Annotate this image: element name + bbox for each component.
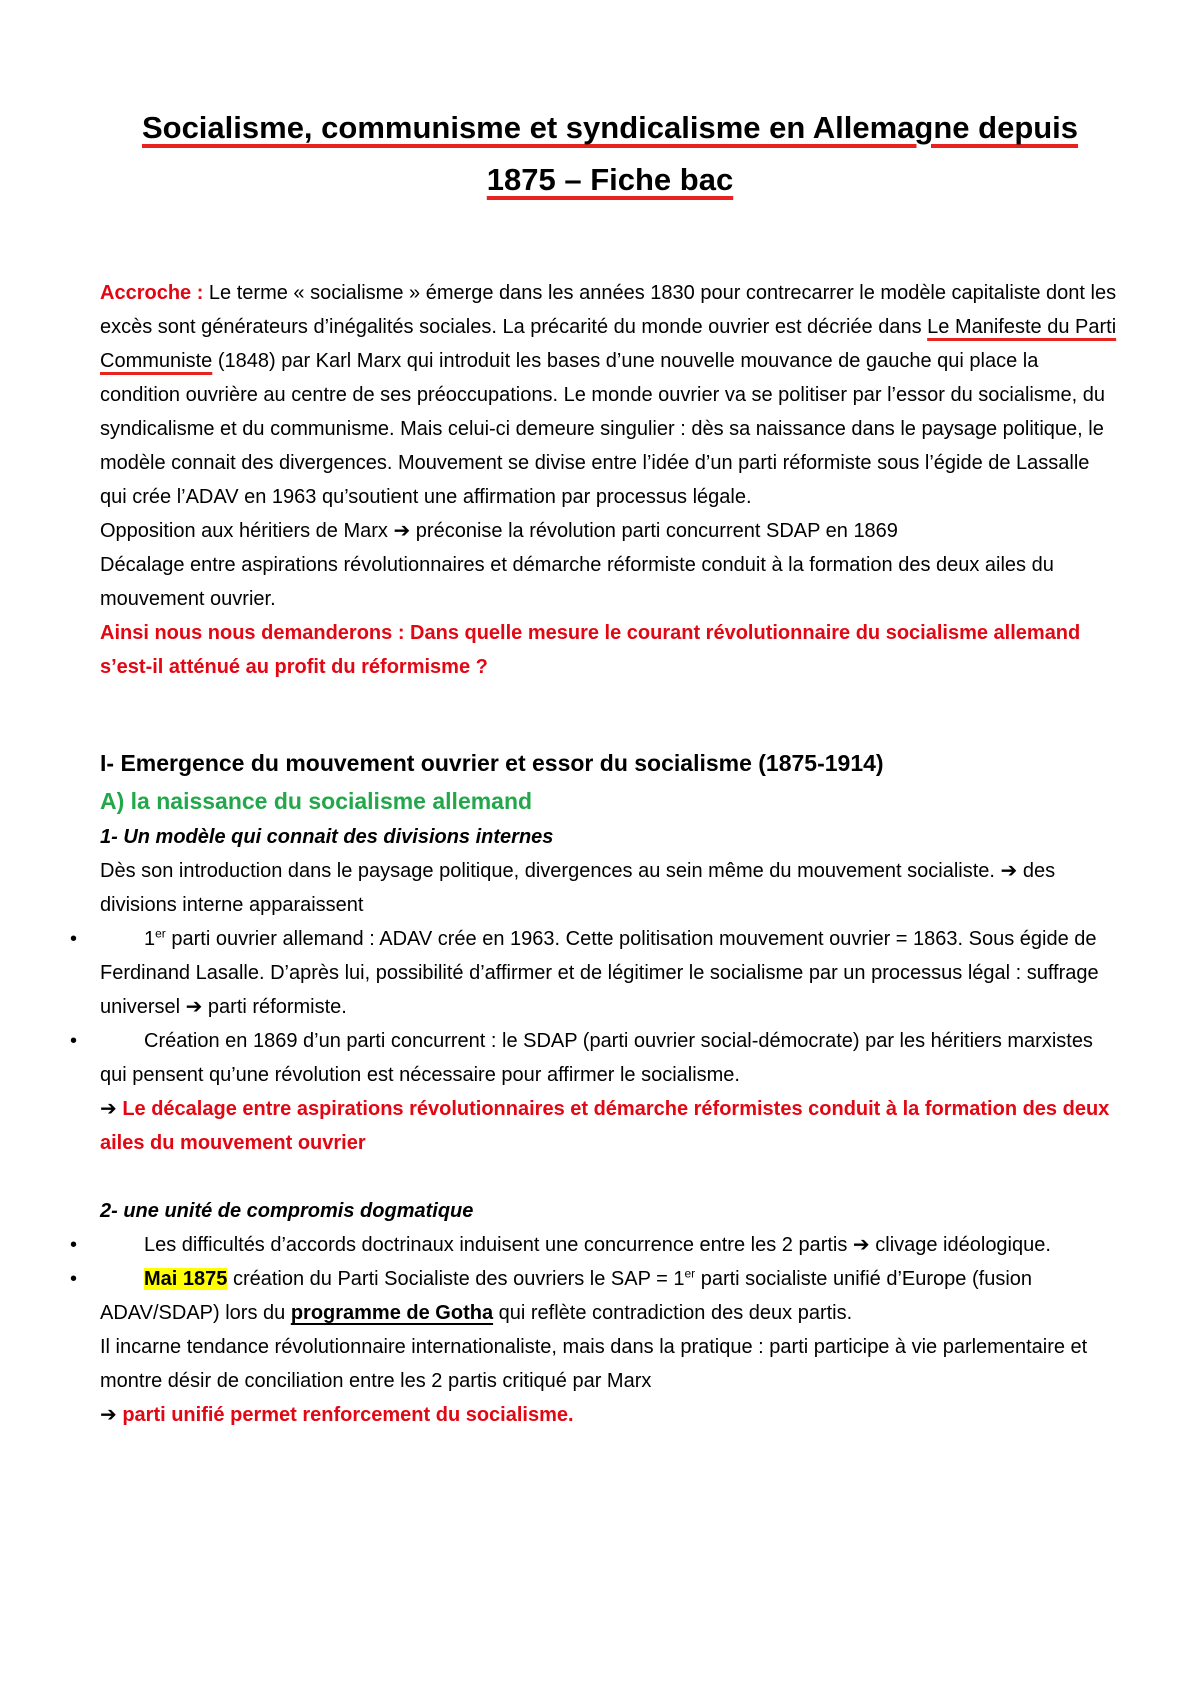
bullet-icon: • bbox=[70, 1030, 78, 1052]
arrow-icon: ➔ bbox=[100, 1098, 117, 1120]
list-item: • Création en 1869 d’un parti concurrent : le SDAP (parti ouvrier social-démocrate) par les héritiers marxistes qui pensent qu’une révolution est nécessaire pour affirmer le socialisme. bbox=[100, 1024, 1120, 1092]
title-line-2: 1875 – Fiche bac bbox=[486, 162, 734, 197]
list-item: • Mai 1875 création du Parti Socialiste des ouvriers le SAP = 1er parti socialiste unifié d’Europe (fusion ADAV/SDAP) lors du programme de Gotha qui reflète contradiction des deux partis. bbox=[100, 1262, 1120, 1330]
arrow-icon: ➔ bbox=[393, 520, 411, 542]
problematique: Ainsi nous nous demanderons : Dans quelle mesure le courant révolutionnaire du socialisme allemand s’est-il atténué au profit du réformisme ? bbox=[100, 622, 1081, 678]
bullet-icon: • bbox=[70, 1234, 78, 1256]
arrow-icon: ➔ bbox=[185, 996, 203, 1018]
manifesto-title: Le Manifeste du Parti Communiste bbox=[100, 316, 1117, 372]
document-title bbox=[100, 102, 1120, 206]
subsection-1-heading: 1- Un modèle qui connait des divisions internes bbox=[100, 826, 554, 848]
accroche-label: Accroche : bbox=[100, 282, 204, 304]
subsection-1-intro: Dès son introduction dans le paysage politique, divergences au sein même du mouvement socialiste. ➔ des divisions interne apparaissent bbox=[100, 860, 1056, 916]
gotha-program: programme de Gotha bbox=[290, 1302, 494, 1324]
subsection-2-body bbox=[70, 1228, 1120, 1432]
arrow-icon: ➔ bbox=[100, 1404, 117, 1426]
bullet-icon: • bbox=[70, 1268, 78, 1290]
b4-detail: Il incarne tendance révolutionnaire internationaliste, mais dans la pratique : parti participe à vie parlementaire et montre désir de conciliation entre les 2 partis critiqué par Marx bbox=[100, 1336, 1088, 1392]
subsection-a-heading: A) la naissance du socialisme allemand bbox=[100, 788, 533, 814]
decalage-line: Décalage entre aspirations révolutionnaires et démarche réformiste conduit à la formation des deux ailes du mouvement ouvrier. bbox=[100, 554, 1054, 610]
section-1-heading: I- Emergence du mouvement ouvrier et essor du socialisme (1875-1914) bbox=[100, 750, 884, 776]
highlighted-date: Mai 1875 bbox=[144, 1268, 228, 1290]
opposition-line: Opposition aux héritiers de Marx ➔ préconise la révolution parti concurrent SDAP en 1869 bbox=[100, 520, 898, 542]
conclusion-2: ➔ parti unifié permet renforcement du socialisme. bbox=[100, 1404, 574, 1426]
accroche-section bbox=[100, 276, 1120, 684]
arrow-icon: ➔ bbox=[852, 1234, 870, 1256]
subsection-2-heading: 2- une unité de compromis dogmatique bbox=[100, 1200, 474, 1222]
list-item: • 1er parti ouvrier allemand : ADAV crée en 1963. Cette politisation mouvement ouvrier = 1863. Sous égide de Ferdinand Lasalle. D’après lui, possibilité d’affirmer et de légitimer le socialisme par un processus légal : suffrage universel ➔ parti réformiste. bbox=[100, 922, 1120, 1024]
accroche-paragraph: Accroche : Le terme « socialisme » émerge dans les années 1830 pour contrecarrer le modèle capitaliste dont les excès sont générateurs d’inégalités sociales. La précarité du monde ouvrier est décriée dans Le Manifeste du Parti Communiste (1848) par Karl Marx qui introduit les bases d’une nouvelle mouvance de gauche qui place la condition ouvrière au centre de ses préoccupations. Le monde ouvrier va se politiser par l’essor du socialisme, du syndicalisme et du communisme. Mais celui-ci demeure singulier : dès sa naissance dans le paysage politique, le modèle connait des divergences. Mouvement se divise entre l’idée d’un parti réformiste sous l’égide de Lassalle qui crée l’ADAV en 1963 qu’soutient une affirmation par processus légale. bbox=[100, 282, 1117, 508]
title-line-1: Socialisme, communisme et syndicalisme en Allemagne depuis bbox=[141, 110, 1079, 145]
subsection-1-body bbox=[70, 854, 1120, 1194]
list-item: • Les difficultés d’accords doctrinaux induisent une concurrence entre les 2 partis ➔ clivage idéologique. bbox=[100, 1228, 1120, 1262]
arrow-icon: ➔ bbox=[1000, 860, 1018, 882]
bullet-icon: • bbox=[70, 928, 78, 950]
conclusion-1: ➔ Le décalage entre aspirations révolutionnaires et démarche réformistes conduit à la formation des deux ailes du mouvement ouvrier bbox=[100, 1098, 1110, 1154]
document-page bbox=[70, 102, 1120, 1432]
